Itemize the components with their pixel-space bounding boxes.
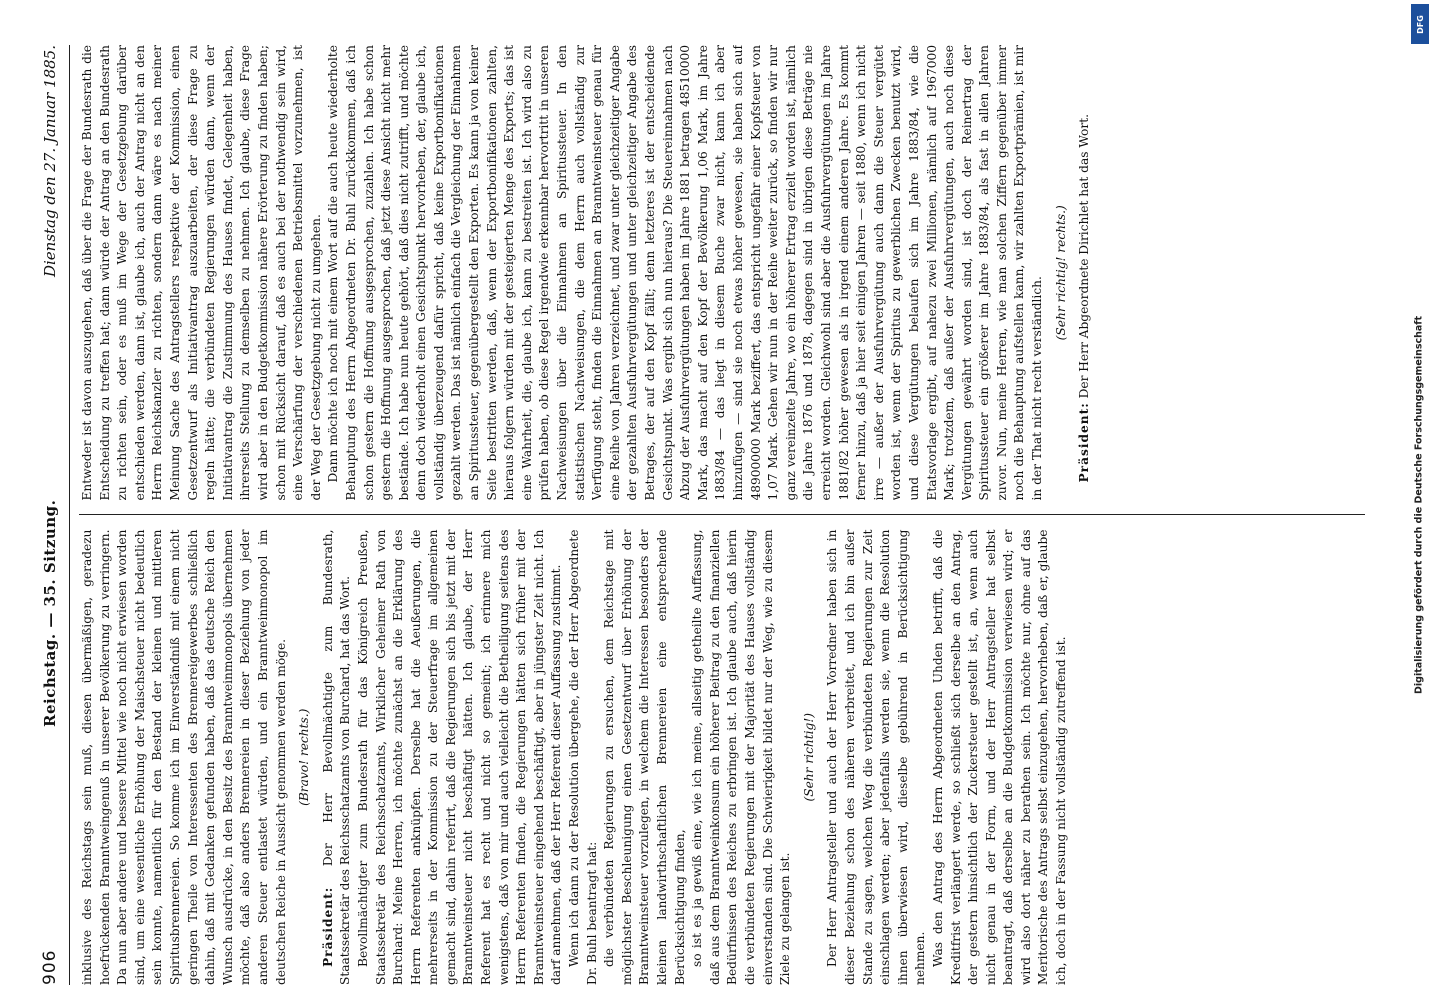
paragraph-text: Dann möchte ich noch mit einem Wort auf die auch heute wiederholte Behauptung des Herrn Abgeordneten Dr. Buhl zurückkommen, daß ich schon gestern die Hoffnung ausgesprochen, zuzahlen. Ich habe schon gestern die Hoffnung ausgesprochen, daß jetzt diese Ansicht nicht mehr bestände. Ich habe nun heute gehört, daß dies nicht zutrifft, und möchte denn doch wiederholt einen Gesichtspunkt hervorheben, der, glaube ich, vollständig überzeugend dafür spricht, daß keine Exportbonifikationen gezahlt werden. Das ist nämlich einfach die Vergleichung der Einnahmen an Spiritussteuer, gegenübergestellt den Exporten. Es kann ja von keiner Seite bestritten werden, daß, wenn der Exportbonifikationen zahlten, hieraus folgern würden mit der gesteigerten Menge des Exports; das ist eine Wahrheit, die, glaube ich, kann zu bestreiten ist. Ich wird also zu prüfen haben, ob diese Regel irgendwie erkennbar hervortritt in unseren Nachweisungen über die Einnahmen an Spiritussteuer. In den statistischen Nachweisungen, die dem Herrn auch vollständig zur Verfügung steht, finden die Einnahmen an Branntweinsteuer genau für eine Reihe von Jahren verzeichnet, und zwar unter gleichzeitiger Angabe der gezahlten Ausfuhrvergütungen und unter gleichzeitiger Angabe des Betrages, der auf den Kopf fällt; denn letzteres ist der entscheidende Gesichtspunkt. Was ergibt sich nun hieraus? Die Steuereinnahmen nach Abzug der Ausfuhrvergütungen haben im Jahre 1881 betragen 48510000 Mark, das macht auf den Kopf der Bevölkerung 1,06 Mark, im Jahre 1883/84 — das liegt in diesem Buche zwar nicht, kann ich aber hinzufügen — sind sie noch etwas höher gewesen, sie haben sich auf 48900000 Mark beziffert, das entspricht ungefähr einer Kopfsteuer von 1,07 Mark. Gehen wir nun in der Reihe weiter zurück, so finden wir nur ganz vereinzelte Jahre, wo ein höherer Ertrag erzielt worden ist, nämlich die Jahre 1876 und 1878, dagegen sind in übrigen diese Beträge nie erreicht worden. Gleichwohl sind aber die Ausfuhrvergütungen im Jahre 1881/82 höher gewesen als in irgend einem anderen Jahre. Es kommt ferner hinzu, daß ja hier seit einigen Jahren — seit 1880, wenn ich nicht irre — außer der Ausfuhrvergütung auch dann die Steuer vergütet worden ist, wenn der Spiritus zu gewerblichen Zwecken benutzt wird, und diese Vergütungen belaufen sich im Jahre 1883/84, wie die Etatsvorlage ergibt, auf nahezu zwei Millionen, nämlich auf 1967000 Mark; trotzdem, daß außer der Ausfuhrvergütungen, auch noch diese Vergütungen gewährt worden sind, ist doch der Reinertrag der Spiritussteuer ein größerer im Jahre 1883/84, als fast in allen Jahren zuvor. Nun, meine Herren, wie man solchen Ziffern gegenüber immer noch die Behauptung aufstellen kann, wir zahlten Exportprämien, ist mir in der That nicht recht verständlich. <box>326 45 1045 501</box>
session-date: Dienstag den 27. Januar 1885. <box>41 45 59 278</box>
paragraph-text: so ist es ja gewiß eine, wie ich meine, allseitig getheilte Auffassung, daß aus dem Branntweinkonsum ein höherer Beitrag zu den finanziellen Bedürfnissen des Reiches zu erbringen ist. Ich glaube auch, daß hierin die verbündeten Regierungen mit der Majorität des Hauses vollständig einverstanden sind. Die Schwierigkeit bildet nur der Weg, wie zu diesem Ziele zu gelangen ist. <box>690 529 793 985</box>
paragraph-text: Was den Antrag des Herrn Abgeordneten Uhden betrifft, daß die Kreditfrist verlängert werde, so schließt sich derselbe an den Antrag, der gestern hinsichtlich der Zuckersteuer gestellt ist, an, wenn auch nicht genau in der Form, und der Herr Antragsteller hat selbst beantragt, daß derselbe an die Budgetkommission verwiesen wird; er wird also dort näher zu berathen sein. Ich möchte nur, ohne auf das Meritorische des Antrags selbst einzugehen, hervorheben, daß er, glaube ich, doch in der Fassung nicht vollständig zutreffend ist. <box>930 529 1069 985</box>
paragraph <box>824 530 930 986</box>
paragraph <box>930 530 1071 986</box>
paragraph-text: Der Herr Abgeordnete Dirichlet hat das Wort. <box>1077 114 1092 399</box>
page-number: 906 <box>40 949 60 985</box>
paragraph <box>79 530 290 986</box>
text-columns <box>79 45 1365 985</box>
column-divider <box>79 515 1365 516</box>
interjection <box>296 530 314 986</box>
paragraph-text: inklusive des Reichstags sein muß, diesen übermäßigen, geradezu hoefrückenden Branntweingenuß in unserer Bevölkerung zu verringern. Da nun aber andere und bessere Mittel wie noch nicht erwiesen worden sind, um eine wesentliche Erhöhung der Maischsteuer nicht bedeutlich sein konnte, namentlich für den Bestand der kleinen und mittleren Spiritusbrennereien. So komme ich im Einverständniß mit einem nicht geringen Theile von Interessenten des Brennereigewerbes schließlich dahin, daß mit Gedanken gefunden haben, daß das deutsche Reich den Wunsch ausdrücke, in den Besitz des Branntweinmonopols übernehmen möchte, daß also anders Brennereien in dieser Beziehung von jeder anderen Steuer entlastet würden, und ein Branntweinmonopol im deutschen Reiche in Aussicht genommen werden möge. <box>80 529 288 985</box>
paragraph-text: die verbündeten Regierungen zu ersuchen, dem Reichstage mit möglichster Beschleunigung einen Gesetzentwurf über Erhöhung der Branntweinsteuer vorzulegen, in welchem die Interessen besonders der kleinen landwirthschaftlichen Brennereien eine entsprechende Berücksichtigung finden, <box>602 529 687 985</box>
speaker-label: Präsident: <box>320 886 335 967</box>
interjection-text: (Sehr richtig! rechts.) <box>1053 205 1068 341</box>
paragraph <box>601 530 689 986</box>
speaker-label: Präsident: <box>1077 402 1092 483</box>
paragraph <box>325 45 1046 501</box>
interjection-text: (Sehr richtig!) <box>801 713 816 802</box>
paragraph-text: Wenn ich dann zu der Resolution übergehe, die der Herr Abgeordnete Dr. Buhl beantragt hat: <box>567 529 599 985</box>
paragraph <box>320 530 355 986</box>
interjection-text: (Bravo! rechts.) <box>297 708 312 806</box>
interjection <box>1053 45 1071 501</box>
interjection <box>801 530 819 986</box>
paragraph-text: Der Herr Bevollmächtigte zum Bundesrath, Staatssekretär des Reichsschatzamts von Burchard, hat das Wort. <box>320 529 353 985</box>
paragraph <box>1076 45 1094 501</box>
running-head <box>35 45 70 985</box>
paragraph <box>566 530 601 986</box>
digitization-credit <box>1410 20 1428 990</box>
paragraph <box>689 530 795 986</box>
paragraph-text: Bevollmächtigter zum Bundesrath für das Königreich Preußen, Staatssekretär des Reichsschatzamts, Wirklicher Geheimer Rath von Burchard: Meine Herren, ich möchte zunächst an die Erklärung des Herrn Referenten anknüpfen. Derselbe hat die Aeußerungen, die mehrerseits in der Kommission zu der Steuerfrage im allgemeinen gemacht sind, dahin referirt, daß die Regierungen sich bis jetzt mit der Branntweinsteuer nicht beschäftigt hätten. Ich glaube, der Herr Referent hat es recht und nicht so gemeint; ich erinnere mich wenigstens, daß von mir und auch vielleicht die Betheiligung seitens des Herrn Referenten finden, die Regierungen hätten sich früher mit der Branntweinsteuer eingehend beschäftigt, aber in jüngster Zeit nicht. Ich darf annehmen, daß der Herr Referent dieser Auffassung zustimmt. <box>355 529 564 985</box>
dfg-logo-text: DFG <box>1415 14 1425 34</box>
credit-text: Digitalisierung gefördert durch die Deutsche Forschungsgemeinschaft <box>1413 316 1425 694</box>
paragraph <box>79 45 325 501</box>
paragraph-text: Entweder ist davon auszugehen, daß über die Frage der Bundesrath die Entscheidung zu treffen hat; dann würde der Antrag an den Bundesrath zu richten sein, oder es muß im Wege der Gesetzgebung darüber entschieden werden, dann ist, glaube ich, auch der Antrag nicht an den Herrn Reichskanzler zu richten, sondern dann wäre es nach meiner Meinung Sache des Antragstellers respektive der Kommission, einen Gesetzentwurf als Initiativantrag auszuarbeiten, der diese Frage zu regeln hätte; die verbündeten Regierungen würden dann, wenn der Initiativantrag die Zustimmung des Hauses findet, Gelegenheit haben, ihrerseits Stellung zu demselben zu nehmen. Ich glaube, diese Frage wird aber in den Budgetkommission nähere Erörterung zu finden haben; schon mit Rücksicht darauf, daß es auch bei der nothwendig sein wird, eine Verschärfung der verschiedenen Betriebsmittel vorzunehmen, ist der Weg der Gesetzgebung nicht zu umgehen. <box>80 45 323 501</box>
paragraph <box>355 530 566 986</box>
right-column <box>79 45 1365 501</box>
paragraph-text: Der Herr Antragsteller und auch der Herr Vorredner haben sich in dieser Beziehung schon des näheren verbreitet, und ich bin außer Stande zu sagen, welchen Weg die verbündeten Regierungen zur Zeit einschlagen werden; aber jedenfalls werden sie, wenn die Resolution ihnen überwiesen wird, dieselbe gebührend in Berücksichtigung nehmen. <box>825 529 928 985</box>
session-title: Reichstag. — 35. Sitzung. <box>41 499 59 727</box>
left-column <box>79 530 1365 986</box>
scanned-page <box>35 45 1365 985</box>
